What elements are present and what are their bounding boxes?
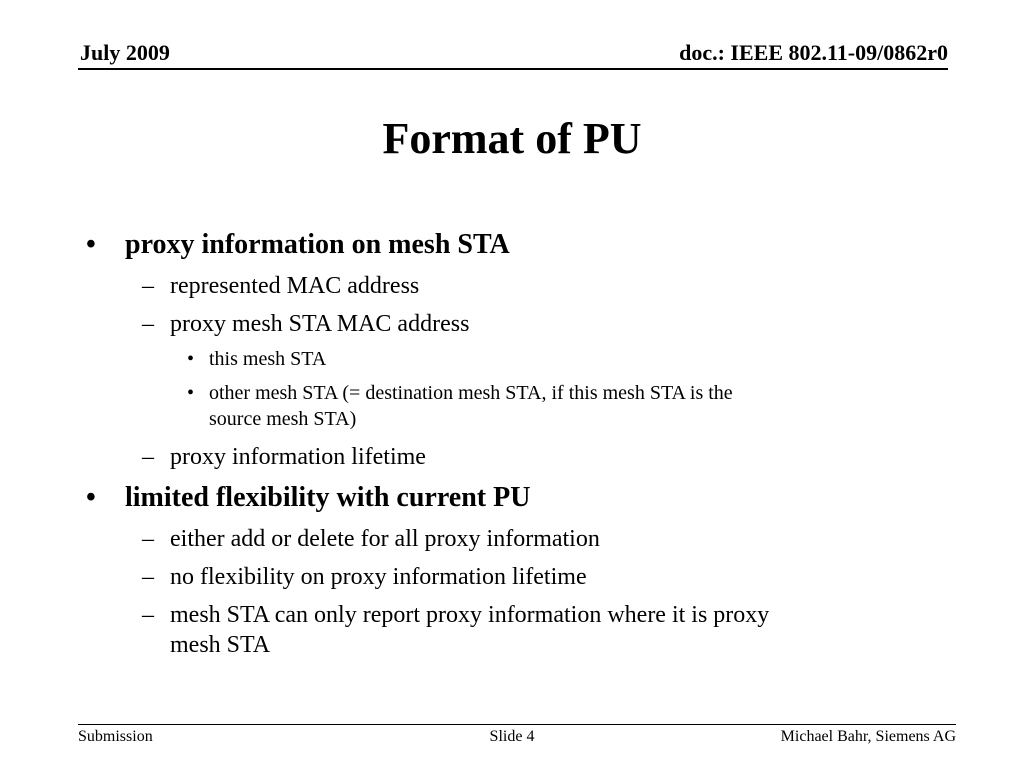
dash-marker: – [142, 602, 154, 628]
bullet-item-2: limited flexibility with current PU [125, 482, 531, 513]
sub-item-2-2: no flexibility on proxy information lifetime [170, 564, 587, 590]
sub-item-1-3: proxy information lifetime [170, 444, 426, 470]
dash-marker: – [142, 564, 154, 590]
sub-sub-item-1-2-2-line2: source mesh STA) [209, 408, 357, 430]
sub-item-2-1: either add or delete for all proxy information [170, 526, 600, 552]
footer-slide-number: Slide 4 [489, 728, 535, 745]
header-date: July 2009 [80, 40, 170, 65]
dash-marker: – [142, 444, 154, 470]
bullet-marker-small: • [187, 348, 195, 370]
bullet-marker-small: • [187, 382, 195, 404]
sub-item-1-1: represented MAC address [170, 273, 420, 299]
sub-item-2-3-line2: mesh STA [170, 632, 271, 658]
dash-marker: – [142, 311, 154, 337]
dash-marker: – [142, 526, 154, 552]
dash-marker: – [142, 273, 154, 299]
slide-title: Format of PU [382, 114, 642, 163]
sub-sub-item-1-2-1: this mesh STA [209, 348, 327, 370]
footer-divider [78, 724, 956, 725]
bullet-marker: • [86, 229, 96, 260]
footer-submission: Submission [78, 728, 153, 745]
bullet-marker: • [86, 482, 96, 513]
bullet-item-1: proxy information on mesh STA [125, 229, 510, 260]
sub-item-2-3-line1: mesh STA can only report proxy information where it is proxy [170, 602, 770, 628]
sub-sub-item-1-2-2-line1: other mesh STA (= destination mesh STA, if this mesh STA is the [209, 382, 733, 404]
footer-author: Michael Bahr, Siemens AG [780, 728, 956, 745]
header-doc-id: doc.: IEEE 802.11-09/0862r0 [679, 40, 948, 65]
sub-item-1-2: proxy mesh STA MAC address [170, 311, 470, 337]
